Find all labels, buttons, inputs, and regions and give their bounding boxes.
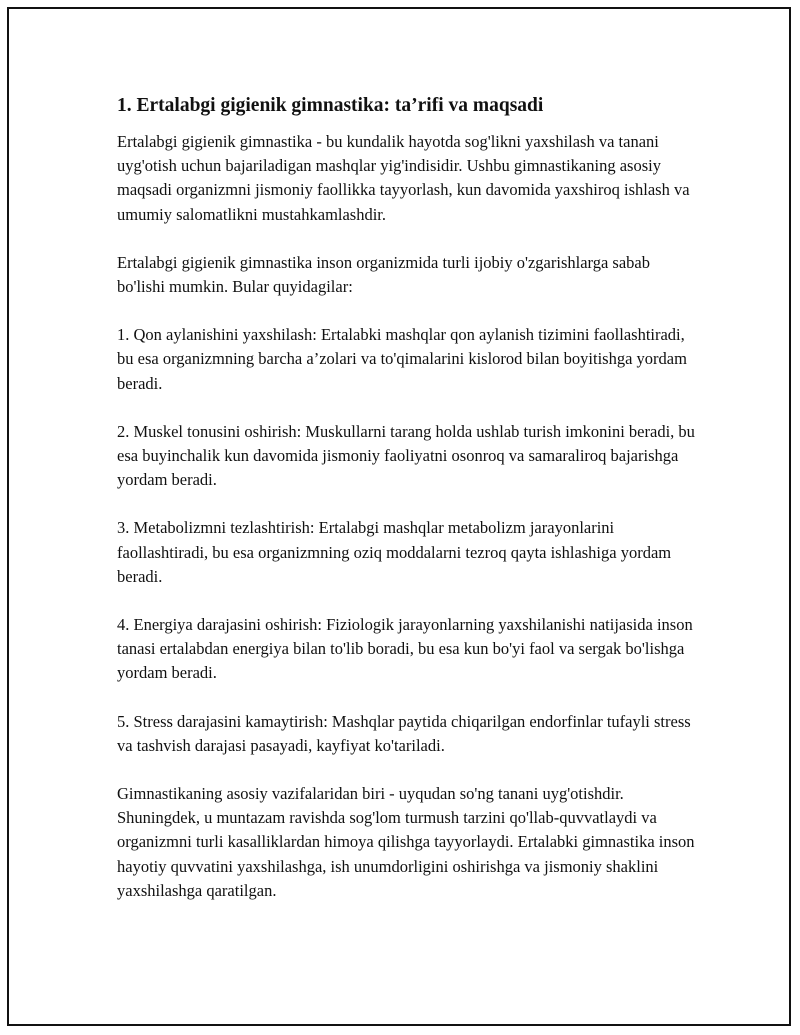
document-body [117,92,702,903]
paragraph-definition: Ertalabgi gigienik gimnastika - bu kundalik hayotda sog'likni yaxshilash va tanani uyg'otish uchun bajariladigan mashqlar yig'indisidir. Ushbu gimnastikaning asosiy maqsadi organizmni jismoniy faollikka tayyorlash, kun davomida yaxshiroq ishlash va umumiy salomatlikni mustahkamlashdir. [117,132,690,224]
paragraph-benefit-energy: 4. Energiya darajasini oshirish: Fiziologik jarayonlarning yaxshilanishi natijasida inson tanasi ertalabdan energiya bilan to'lib boradi, bu esa kun bo'yi faol va sergak bo'lishga yordam beradi. [117,615,693,683]
paragraph-benefit-metabolism: 3. Metabolizmni tezlashtirish: Ertalabgi mashqlar metabolizm jarayonlarini faollashtiradi, bu esa organizmning oziq moddalarni tezroq qayta ishlashiga yordam beradi. [117,518,672,586]
paragraph-benefit-muscle-tone: 2. Muskel tonusini oshirish: Muskullarni tarang holda ushlab turish imkonini beradi, bu esa buyinchalik kun davomida jismoniy faoliyatni osonroq va samaraliroq bajarishga yordam beradi. [117,421,695,490]
paragraph-benefit-stress: 5. Stress darajasini kamaytirish: Mashqlar paytida chiqarilgan endorfinlar tufayli stress va tashvish darajasi pasayadi, kayfiyat ko'tariladi. [117,711,691,755]
paragraph-intro-benefits: Ertalabgi gigienik gimnastika inson organizmida turli ijobiy o'zgarishlarga sabab bo'lishi mumkin. Bular quyidagilar: [117,252,650,297]
section-heading: 1. Ertalabgi gigienik gimnastika: ta’rifi va maqsadi [117,95,544,116]
paragraph-benefit-circulation: 1. Qon aylanishini yaxshilash: Ertalabki mashqlar qon aylanish tizimini faollashtiradi, bu esa organizmning barcha a’zolari va to'qimalarini kislorod bilan boyitishga yordam beradi. [117,325,687,393]
paragraph-conclusion: Gimnastikaning asosiy vazifalaridan biri - uyqudan so'ng tanani uyg'otishdir. Shuningdek, u muntazam ravishda sog'lom turmush tarzini qo'llab-quvvatlaydi va organizmni turli kasalliklardan himoya qilishga tayyorlaydi. Ertalabki gimnastika inson hayotiy quvvatini yaxshilashga, ish unumdorligini oshirishga va jismoniy shaklini yaxshilashga qaratilgan. [117,784,695,900]
